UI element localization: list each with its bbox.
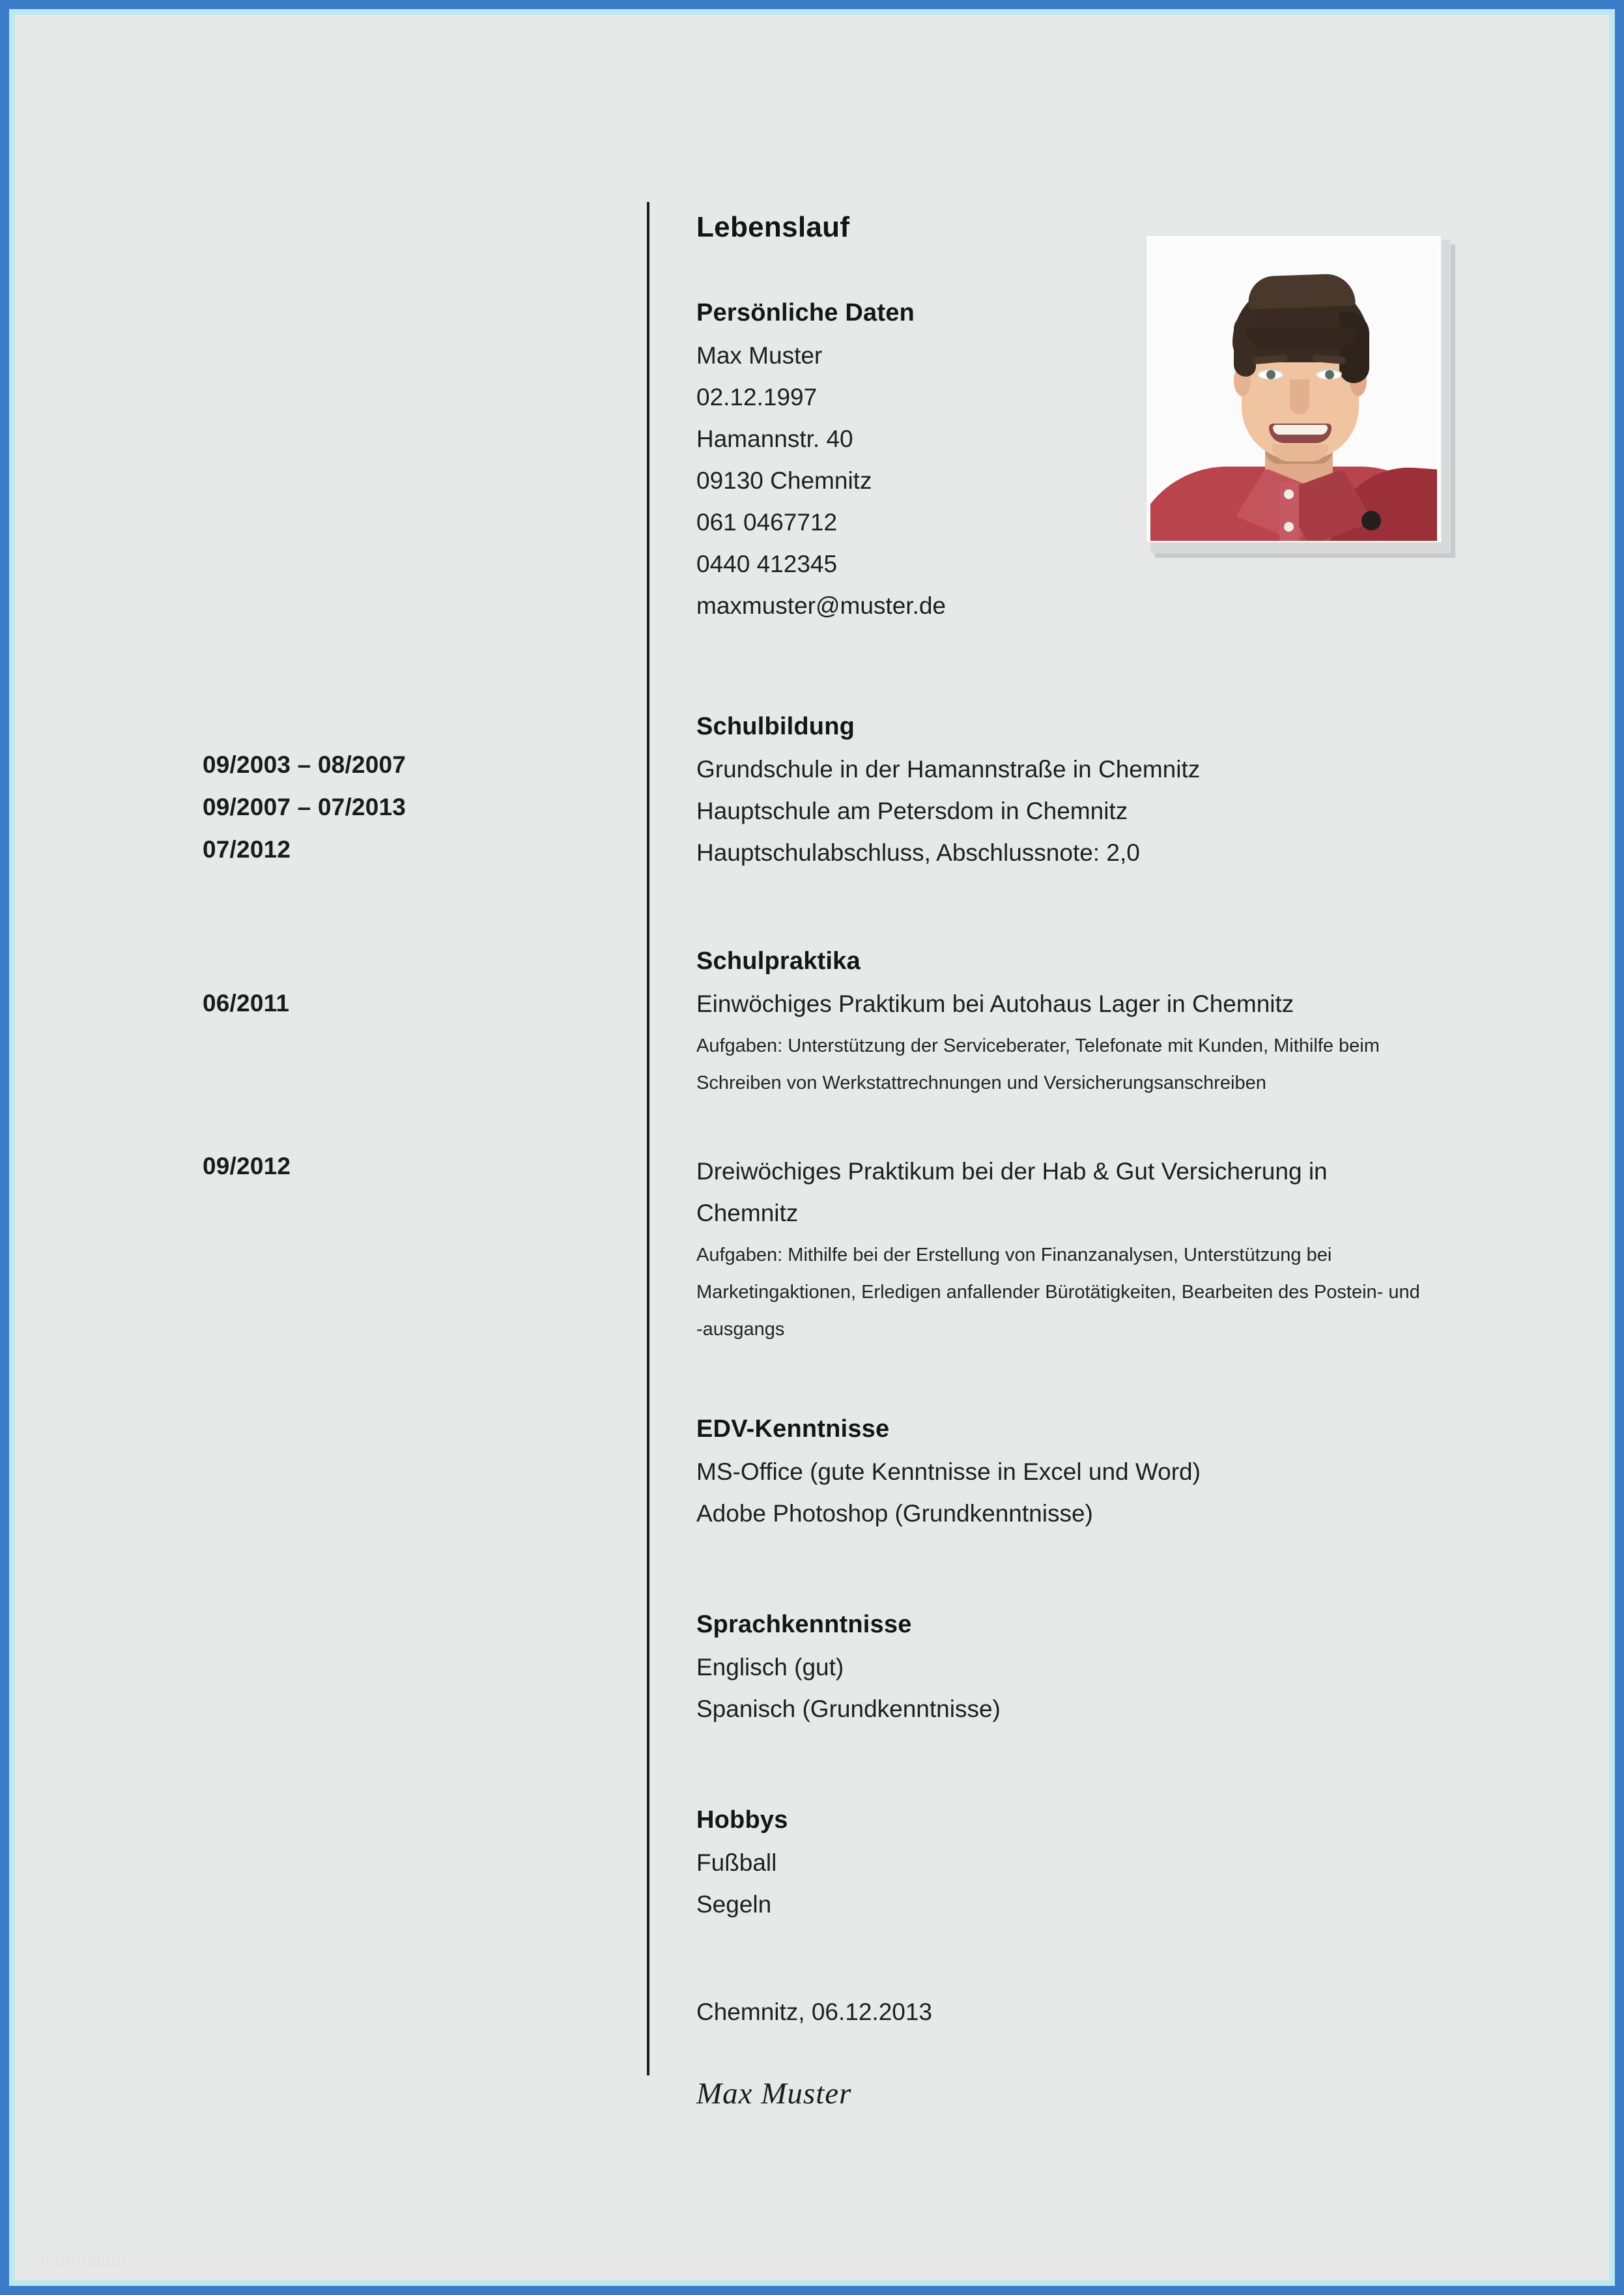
page-title: Lebenslauf	[696, 211, 850, 243]
personal-line: 02.12.1997	[696, 384, 818, 411]
vertical-divider-rule	[647, 202, 649, 2075]
personal-line: 061 0467712	[696, 509, 838, 536]
personal-data-heading: Persönliche Daten	[696, 299, 915, 326]
page-watermark: lebenslauf	[40, 2251, 128, 2270]
education-date-1: 09/2007 – 07/2013	[203, 794, 406, 820]
hobbies-heading: Hobbys	[696, 1806, 788, 1834]
internships-heading: Schulpraktika	[696, 947, 861, 975]
education-entry: Grundschule in der Hamannstraße in Chemnitz	[696, 756, 1201, 783]
internship-tasks: Aufgaben: Unterstützung der Serviceberater, Telefonate mit Kunden, Mithilfe beim Schreiben von Werkstattrechnungen und Versicherungsanschreiben	[696, 1035, 1380, 1093]
personal-line: 09130 Chemnitz	[696, 467, 872, 494]
education-heading: Schulbildung	[696, 713, 855, 740]
section-closing	[696, 1991, 1432, 2033]
personal-email: maxmuster@muster.de	[696, 592, 947, 619]
personal-line: Hamannstr. 40	[696, 426, 853, 452]
internship-title: Einwöchiges Praktikum bei Autohaus Lager in Chemnitz	[696, 990, 1294, 1017]
section-hobbies	[696, 1806, 1432, 1926]
education-date-0: 09/2003 – 08/2007	[203, 751, 406, 778]
it-skill-item: Adobe Photoshop (Grundkenntnisse)	[696, 1500, 1093, 1527]
section-it-skills	[696, 1415, 1432, 1535]
languages-heading: Sprachkenntnisse	[696, 1611, 912, 1638]
place-and-date: Chemnitz, 06.12.2013	[696, 1999, 933, 2025]
section-education	[696, 713, 1432, 874]
education-entry: Hauptschulabschluss, Abschlussnote: 2,0	[696, 839, 1140, 866]
internship-date-0: 06/2011	[203, 990, 290, 1017]
internship-date-1: 09/2012	[203, 1153, 291, 1179]
internship-title: Dreiwöchiges Praktikum bei der Hab & Gut Versicherung in Chemnitz	[696, 1158, 1328, 1226]
it-skills-heading: EDV-Kenntnisse	[696, 1415, 890, 1443]
it-skill-item: MS-Office (gute Kenntnisse in Excel und Word)	[696, 1458, 1201, 1485]
hobby-item: Segeln	[696, 1891, 772, 1918]
section-personal-data	[696, 299, 1432, 627]
language-item: Englisch (gut)	[696, 1654, 844, 1681]
education-entry: Hauptschule am Petersdom in Chemnitz	[696, 798, 1128, 824]
personal-line: Max Muster	[696, 342, 823, 369]
internship-tasks: Aufgaben: Mithilfe bei der Erstellung von Finanzanalysen, Unterstützung bei Marketingaktionen, Erledigen anfallender Bürotätigkeiten, Bearbeiten des Postein- und -ausgangs	[696, 1245, 1420, 1340]
signature: Max Muster	[696, 2077, 852, 2111]
personal-line: 0440 412345	[696, 551, 838, 577]
section-internships	[696, 947, 1432, 1102]
section-languages	[696, 1611, 1432, 1730]
education-date-2: 07/2012	[203, 836, 291, 863]
hobby-item: Fußball	[696, 1849, 777, 1876]
section-internship-second	[696, 1151, 1432, 1348]
language-item: Spanisch (Grundkenntnisse)	[696, 1696, 1001, 1722]
